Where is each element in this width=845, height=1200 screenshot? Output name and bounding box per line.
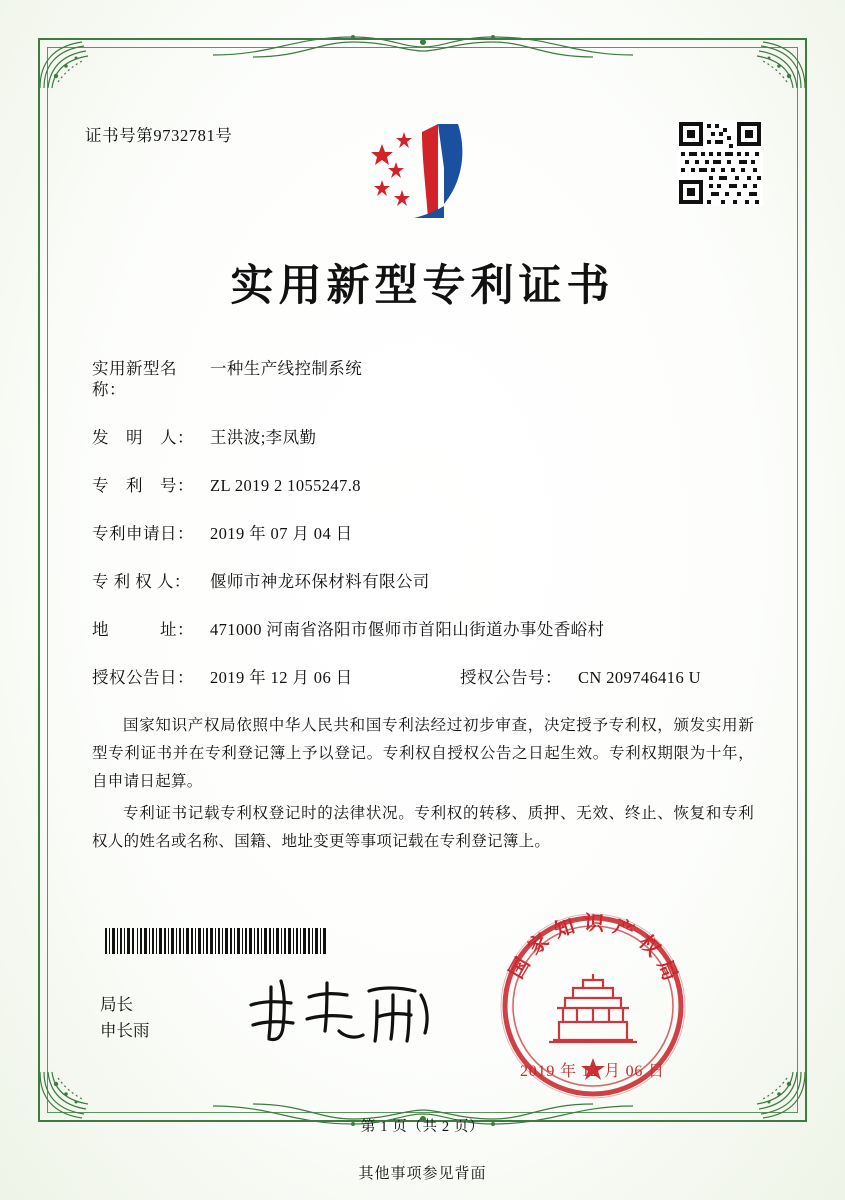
- director-title: 局长: [100, 995, 133, 1014]
- field-label: 地 址：: [92, 620, 194, 640]
- field-row: [92, 427, 752, 448]
- field-value: 2019 年 07 月 04 日: [210, 524, 353, 544]
- field-label: 专 利 号：: [92, 476, 194, 496]
- field-label: 专 利 权 人：: [92, 572, 191, 592]
- cnipa-logo-icon: [352, 118, 492, 226]
- body-paragraphs: [92, 712, 754, 860]
- qr-code-icon: [677, 120, 763, 206]
- field-list: [92, 358, 752, 715]
- grant-date-value: 2019 年 12 月 06 日: [210, 668, 353, 688]
- certificate-number: 证书号第9732781号: [85, 126, 233, 145]
- field-value: 一种生产线控制系统: [210, 359, 363, 378]
- field-row: [92, 358, 752, 401]
- field-value: 偃师市神龙环保材料有限公司: [210, 572, 430, 592]
- paragraph: 国家知识产权局依照中华人民共和国专利法经过初步审查，决定授予专利权，颁发实用新型专利证书并在专利登记簿上予以登记。专利权自授权公告之日起生效。专利权期限为十年，自申请日起算。: [92, 717, 754, 790]
- field-row: [92, 571, 752, 592]
- paragraph: 专利证书记载专利权登记时的法律状况。专利权的转移、质押、无效、终止、恢复和专利权人的姓名或名称、国籍、地址变更等事项记载在专利登记簿上。: [92, 805, 754, 850]
- field-label: 专利申请日：: [92, 524, 194, 544]
- corner-ornament-icon: [38, 38, 104, 90]
- field-row: [92, 475, 752, 496]
- corner-ornament-icon: [741, 38, 807, 90]
- field-label: 发 明 人：: [92, 428, 194, 448]
- footer-note: 其他事项参见背面: [358, 1166, 487, 1182]
- director-name: 申长雨: [100, 1021, 150, 1040]
- field-value: ZL 2019 2 1055247.8: [210, 476, 361, 496]
- barcode-icon: [105, 928, 327, 954]
- page-number: 第 1 页（共 2 页）: [360, 1119, 485, 1135]
- field-row: [92, 619, 752, 640]
- field-label: 实用新型名称：: [92, 359, 177, 400]
- field-row: [92, 523, 752, 544]
- handwritten-signature-icon: [243, 975, 443, 1051]
- grant-date-label: 授权公告日：: [92, 668, 194, 688]
- svg-text:国家知识产权局: 国家知识产权局: [505, 912, 685, 992]
- grant-announcement-row: [92, 667, 752, 688]
- field-value: 王洪波;李凤勤: [210, 428, 317, 448]
- grant-number-label: 授权公告号：: [460, 668, 562, 688]
- grant-number-value: CN 209746416 U: [578, 668, 701, 688]
- field-value: 471000 河南省洛阳市偃师市首阳山街道办事处香峪村: [210, 620, 605, 640]
- top-edge-ornament-icon: [213, 33, 633, 59]
- signature-block: [100, 992, 150, 1044]
- seal-date: 2019 年 12 月 06 日: [520, 1063, 665, 1080]
- page-title: 实用新型专利证书: [230, 263, 615, 310]
